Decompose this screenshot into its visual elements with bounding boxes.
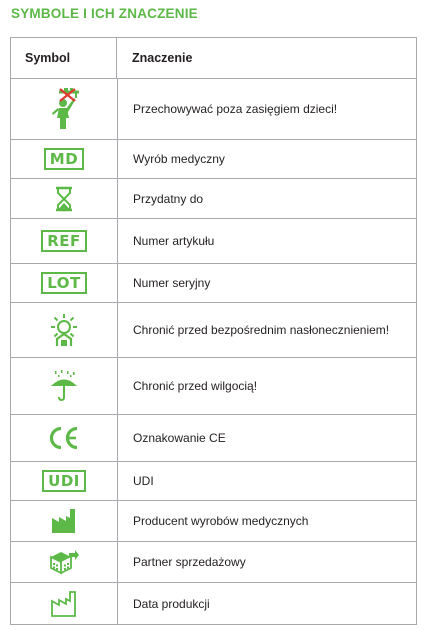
table-row bbox=[11, 414, 416, 461]
symbol-cell bbox=[11, 462, 118, 500]
table-row bbox=[11, 302, 416, 357]
table-row bbox=[11, 218, 416, 263]
ref-icon: REF bbox=[41, 230, 87, 252]
table-row bbox=[11, 541, 416, 582]
lot-icon: LOT bbox=[41, 272, 87, 294]
page-title: SYMBOLE I ICH ZNACZENIE bbox=[11, 6, 198, 21]
meaning-cell: Producent wyrobów medycznych bbox=[133, 514, 309, 528]
meaning-cell: Chronić przed wilgocią! bbox=[133, 379, 258, 393]
table-row bbox=[11, 263, 416, 302]
symbol-cell bbox=[11, 303, 118, 357]
symbol-cell bbox=[11, 140, 118, 178]
table-row bbox=[11, 139, 416, 178]
udi-icon: UDI bbox=[42, 470, 86, 492]
meaning-cell: Numer seryjny bbox=[133, 276, 211, 290]
table-row bbox=[11, 178, 416, 218]
symbol-cell bbox=[11, 179, 118, 218]
table-header-row bbox=[11, 38, 416, 78]
symbol-cell bbox=[11, 264, 118, 302]
hourglass-icon bbox=[55, 186, 73, 212]
meaning-cell: Wyrób medyczny bbox=[133, 152, 225, 166]
symbol-cell bbox=[11, 219, 118, 263]
header-symbol: Symbol bbox=[11, 38, 117, 78]
md-icon: MD bbox=[44, 148, 84, 170]
meaning-cell: Numer artykułu bbox=[133, 234, 215, 248]
table-row bbox=[11, 500, 416, 541]
symbol-cell bbox=[11, 583, 118, 624]
table-row bbox=[11, 357, 416, 414]
table-row bbox=[11, 582, 416, 624]
header-meaning: Znaczenie bbox=[132, 51, 193, 65]
manufacturer-icon bbox=[50, 508, 78, 534]
symbol-cell bbox=[11, 542, 118, 582]
meaning-cell: Przydatny do bbox=[133, 191, 204, 206]
symbol-cell bbox=[11, 79, 118, 139]
table-row bbox=[11, 461, 416, 500]
meaning-cell: Partner sprzedażowy bbox=[133, 555, 246, 569]
keep-dry-umbrella-icon bbox=[49, 370, 79, 402]
meaning-cell: Data produkcji bbox=[133, 596, 210, 611]
symbol-cell bbox=[11, 501, 118, 541]
keep-away-from-children-icon bbox=[47, 88, 81, 130]
date-of-manufacture-icon bbox=[50, 591, 78, 617]
meaning-cell: Chronić przed bezpośrednim nasłonecznieniem! bbox=[133, 323, 390, 337]
symbol-cell bbox=[11, 358, 118, 414]
symbol-cell bbox=[11, 415, 118, 461]
meaning-cell: Oznakowanie CE bbox=[133, 431, 226, 445]
keep-away-from-sunlight-icon bbox=[47, 313, 81, 347]
table-row bbox=[11, 78, 416, 139]
meaning-cell: UDI bbox=[133, 474, 154, 488]
meaning-cell: Przechowywać poza zasięgiem dzieci! bbox=[133, 102, 338, 116]
ce-mark-icon bbox=[48, 426, 80, 450]
symbols-table bbox=[10, 37, 417, 625]
distributor-icon bbox=[49, 549, 79, 575]
